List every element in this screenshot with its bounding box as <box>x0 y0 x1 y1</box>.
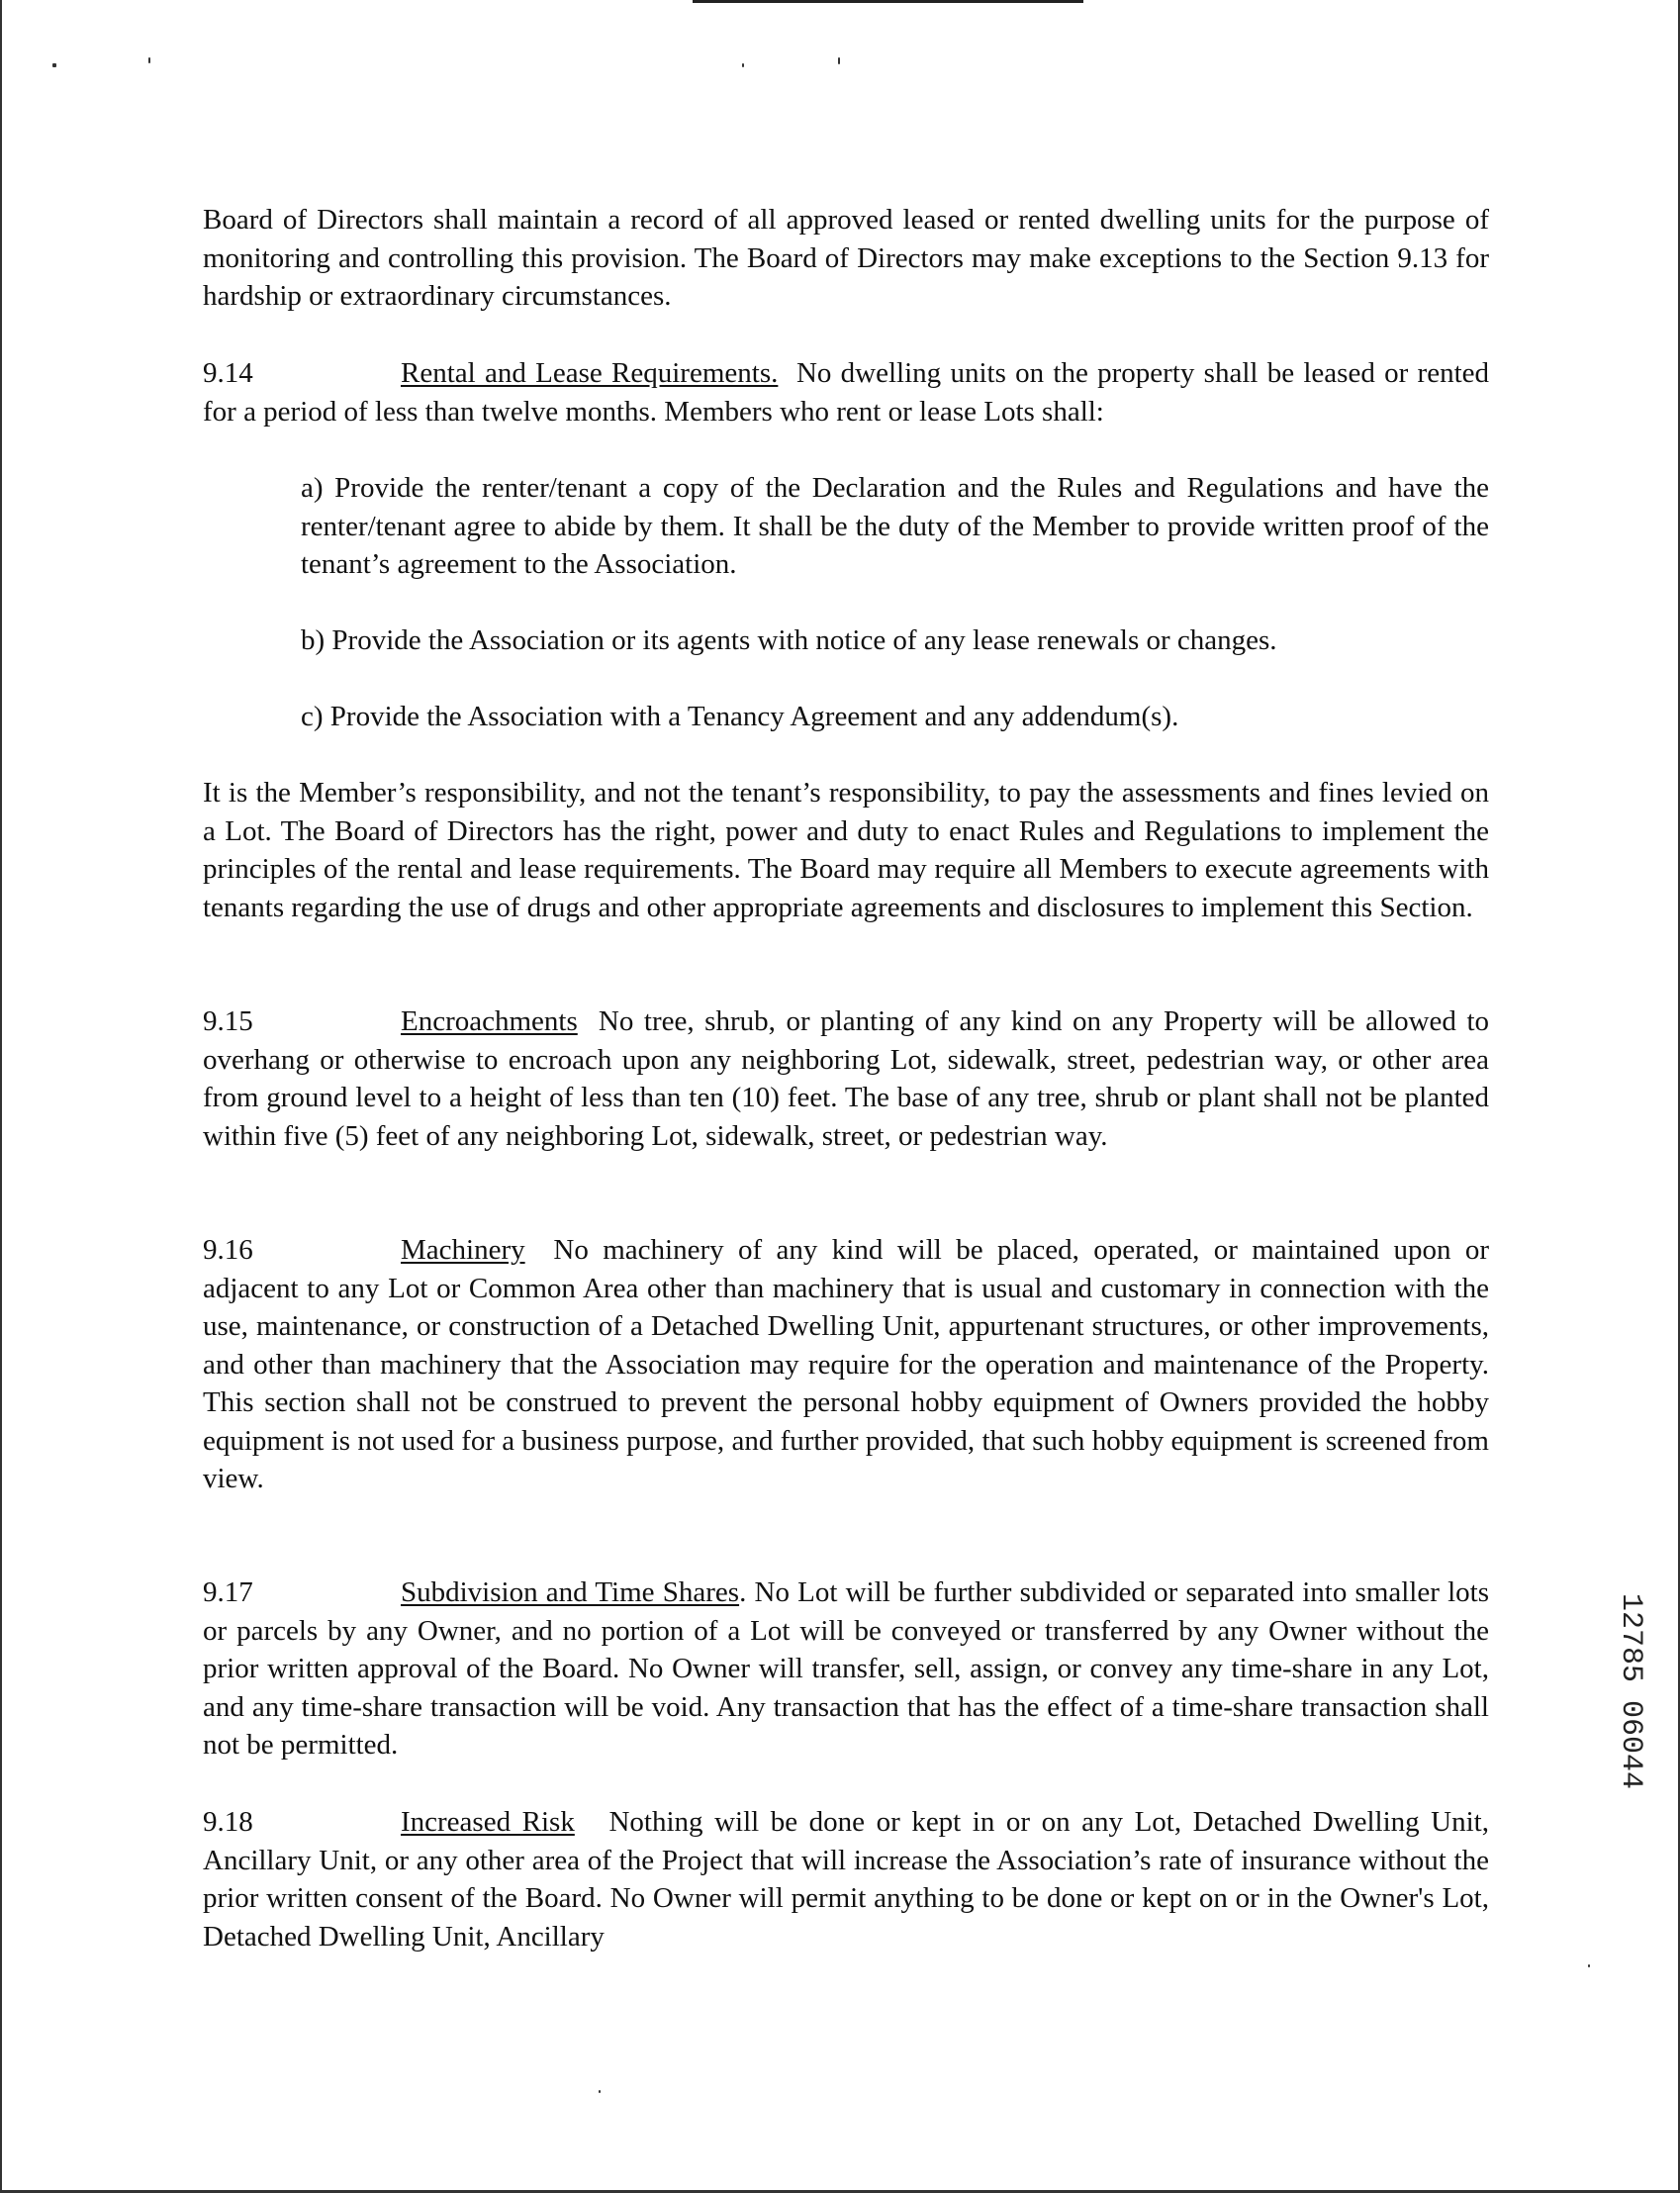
section-number: 9.16 <box>203 1234 253 1266</box>
section-heading: Subdivision and Time Shares <box>401 1576 740 1608</box>
section-text: No tree, shrub, or planting of any kind on any Property will be allowed to overhang or otherwise to encroach upon any neighboring Lot, sidewalk, street, pedestrian way, or other area from ground level to a height of less than ten (10) feet. The base of any tree, shrub or plant shall not be planted within five (5) feet of any neighboring Lot, sidewalk, street, or pedestrian way. <box>203 1005 1490 1152</box>
section-text: No machinery of any kind will be placed, operated, or maintained upon or adjacent to any Lot or Common Area other than machinery that is usual and customary in connection with the use, maintenance, or construction of a Detached Dwelling Unit, appurtenant structures, or other improvements, and other than machinery that the Association may require for the operation and maintenance of the Property. This section shall not be construed to prevent the personal hobby equipment of Owners provided the hobby equipment is not used for a business purpose, and further provided, that such hobby equipment is screened from view. <box>203 1234 1490 1494</box>
section-number: 9.15 <box>203 1005 253 1037</box>
section-text: No dwelling units on the property shall be leased or rented for a period of less than twelve months. Members who rent or lease Lots shall: <box>203 357 1490 428</box>
section-9-17 <box>203 1573 1489 1764</box>
scan-speck <box>148 57 150 63</box>
paragraph-intro: Board of Directors shall maintain a record of all approved leased or rented dwelling units for the purpose of monitoring and controlling this provision. The Board of Directors may make exceptions to the Section 9.13 for hardship or extraordinary circumstances. <box>203 204 1489 312</box>
section-9-16 <box>203 1231 1489 1498</box>
scan-speck <box>1588 1964 1590 1967</box>
section-text: . No Lot will be further subdivided or separated into smaller lots or parcels by any Owner, and no portion of a Lot will be conveyed or transferred by any Owner without the prior written approval of the Board. No Owner will transfer, sell, assign, or convey any time-share in any Lot, and any time-share transaction will be void. Any transaction that has the effect of a time-share transaction shall not be permitted. <box>203 1576 1489 1761</box>
scan-speck <box>52 63 56 67</box>
scan-left-edge <box>0 0 2 2193</box>
section-text: Nothing will be done or kept in or on any Lot, Detached Dwelling Unit, Ancillary Unit, or any other area of the Project that will increase the Association’s rate of insurance without the prior written consent of the Board. No Owner will permit anything to be done or kept on or in the Owner's Lot, Detached Dwelling Unit, Ancillary <box>203 1806 1489 1953</box>
section-number: 9.17 <box>203 1576 253 1608</box>
list-item-c: c) Provide the Association with a Tenancy Agreement and any addendum(s). <box>301 701 1179 732</box>
section-heading: Increased Risk <box>401 1806 575 1838</box>
list-item-b: b) Provide the Association or its agents with notice of any lease renewals or changes. <box>301 624 1277 656</box>
section-9-18 <box>203 1803 1489 1955</box>
section-9-15 <box>203 1002 1489 1155</box>
section-number: 9.18 <box>203 1806 253 1838</box>
list-item-a: a) Provide the renter/tenant a copy of the Declaration and the Rules and Regulations and have the renter/tenant agree to abide by them. It shall be the duty of the Member to provide written proof of the tenant’s agreement to the Association. <box>301 472 1489 580</box>
section-heading: Encroachments <box>401 1005 578 1037</box>
scan-speck <box>599 2090 601 2093</box>
recording-stamp: 12785 06044 <box>1614 1593 1647 1790</box>
section-9-14-closing: It is the Member’s responsibility, and not the tenant’s responsibility, to pay the assessments and fines levied on a Lot. The Board of Directors has the right, power and duty to enact Rules and Regulations to implement the principles of the rental and lease requirements. The Board may require all Members to execute agreements with tenants regarding the use of drugs and other appropriate agreements and disclosures to implement this Section. <box>203 777 1489 923</box>
top-rule <box>693 0 1083 3</box>
section-9-14 <box>203 354 1489 430</box>
section-heading: Machinery <box>401 1234 525 1266</box>
section-number: 9.14 <box>203 357 253 389</box>
section-heading: Rental and Lease Requirements. <box>401 357 779 389</box>
scan-speck <box>838 57 840 64</box>
scan-speck <box>742 63 744 67</box>
